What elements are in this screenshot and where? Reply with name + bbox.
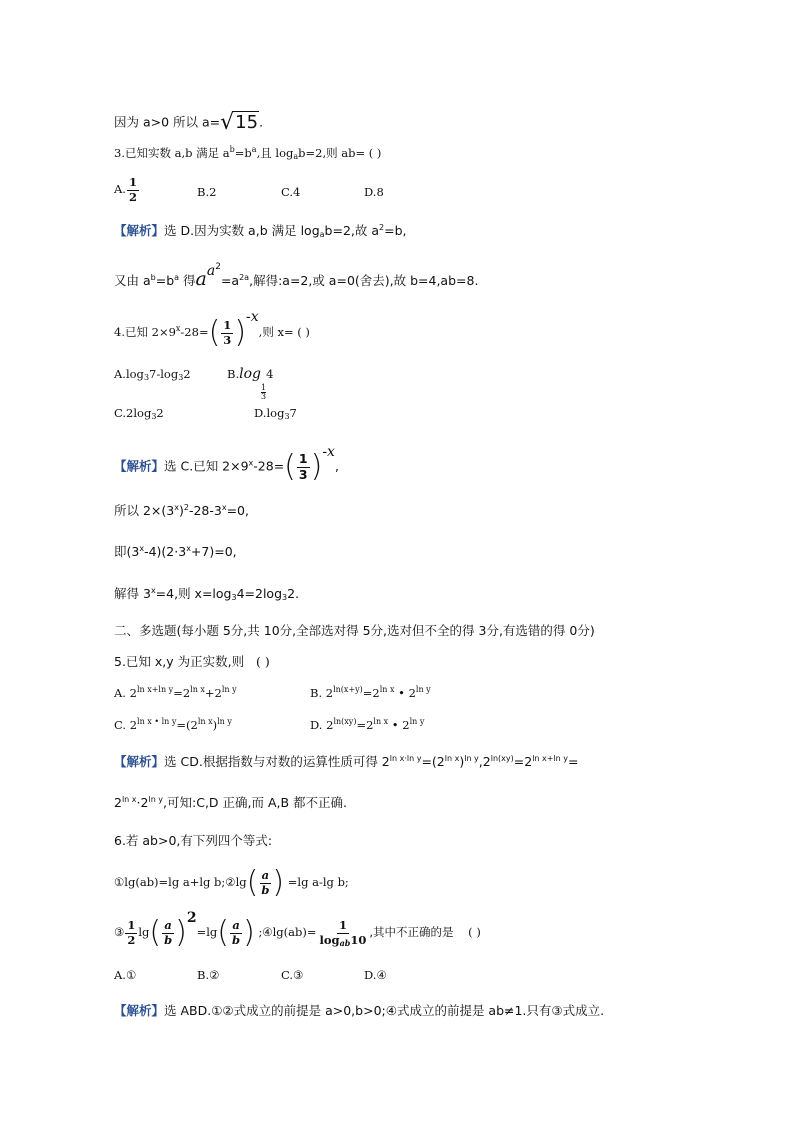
q5-option-b: B. $2^{ln(x+y)}=2^{ln x}$ • $2^{ln y}$ [310,685,431,700]
q5-option-c: C. $2^{ln x • ln y}=(2^{ln x})^{ln y}$ [114,717,232,732]
q4-analysis-line-4: 解得 $3^x=4$,则 $x=\log_34=2\log_32$. [114,586,300,602]
q4-option-c: $C.2\log_32$ [114,406,164,421]
q3-stem: 3.已知实数 a,b 满足 $a^b=b^a$,且 $\log_ab=2$,则 ab= ( ) [114,145,382,161]
q6-stem: 6.若 ab>0,有下列四个等式: [114,833,273,848]
q4-option-a: $A.\log_37-\log_32$ [114,367,191,382]
q3-option-b: B.2 [197,185,217,199]
q6-equations-3-4: ③ $\frac{1}{2}$ lg( $\frac{a}{b}$ )2=lg( $\frac{a}{b}$ ) ;④lg(ab)= $\frac{1}{\log_{ab}10}$ ,其中不正确的是 ( ) [114,910,481,950]
q6-analysis: 【解析】选 ABD.①②式成立的前提是 a>0,b>0;④式成立的前提是 ab≠1.只有③式成立. [114,1003,605,1018]
q3-analysis-line-1: 【解析】选 D.因为实数 a,b 满足 $\log_ab=2$,故 $a^2=b$, [114,223,407,239]
q4-analysis-line-2: 所以 $2\times(3^x)^2-28-3^x=0$, [114,503,249,518]
q4-analysis-line-1: 【解析】选 C.已知 $2\times 9^x-28=$( $\frac{1}{3}$ )-x, [114,443,339,484]
q6-option-d: D.④ [364,968,387,982]
q3-option-d: D.8 [364,185,384,199]
section-title-multi-choice: 二、多选题(每小题 5分,共 10分,全部选对得 5分,选对但不全的得 3分,有选错的得 0分) [114,623,595,638]
q4-stem: 4.已知 $2\times 9^x-28=$( $\frac{1}{3}$ )-x,则 x= ( ) [114,309,310,350]
q3-analysis-line-2: 又由 $a^b=b^a$ 得$aa^2=a^{2a}$,解得:a=2,或 a=0(舍去),故 b=4,ab=8. [114,262,479,290]
q6-equations-1-2: ①lg(ab)=lg a+lg b;②lg( $\frac{a}{b}$ ) =lg a-lg b; [114,865,349,900]
q3-option-c: C.4 [281,185,301,199]
line-sqrt: 因为 a>0 所以 a=√15. [114,110,264,135]
q6-option-a: A.① [114,968,137,982]
q5-stem: 5.已知 x,y 为正实数,则 ( ) [114,654,270,669]
q4-option-b: B.log $\frac{1}{3}$ 4 [227,366,274,401]
q5-analysis-line-1: 【解析】选 CD.根据指数与对数的运算性质可得 $2^{ln x\cdot ln y}=(2^{ln x})^{ln y},2^{ln(xy)}=2^{ln x+ln y}=$ [114,754,579,769]
q6-option-c: C.③ [281,968,304,982]
q5-option-a: A. $2^{ln x+ln y}=2^{ln x}+2^{ln y}$ [114,685,237,700]
q5-option-d: D. $2^{ln(xy)}=2^{ln x}$ • $2^{ln y}$ [310,717,425,732]
q6-option-b: B.② [197,968,220,982]
q4-option-d: $D.\log_37$ [254,406,297,421]
q4-analysis-line-3: 即$(3^x-4)(2\cdot 3^x+7)=0$, [114,544,237,559]
q5-analysis-line-2: $2^{ln x}\cdot 2^{ln y}$,可知:C,D 正确,而 A,B 都不正确. [114,795,348,810]
q3-option-a: A. $\frac{1}{2}$ [114,175,137,204]
